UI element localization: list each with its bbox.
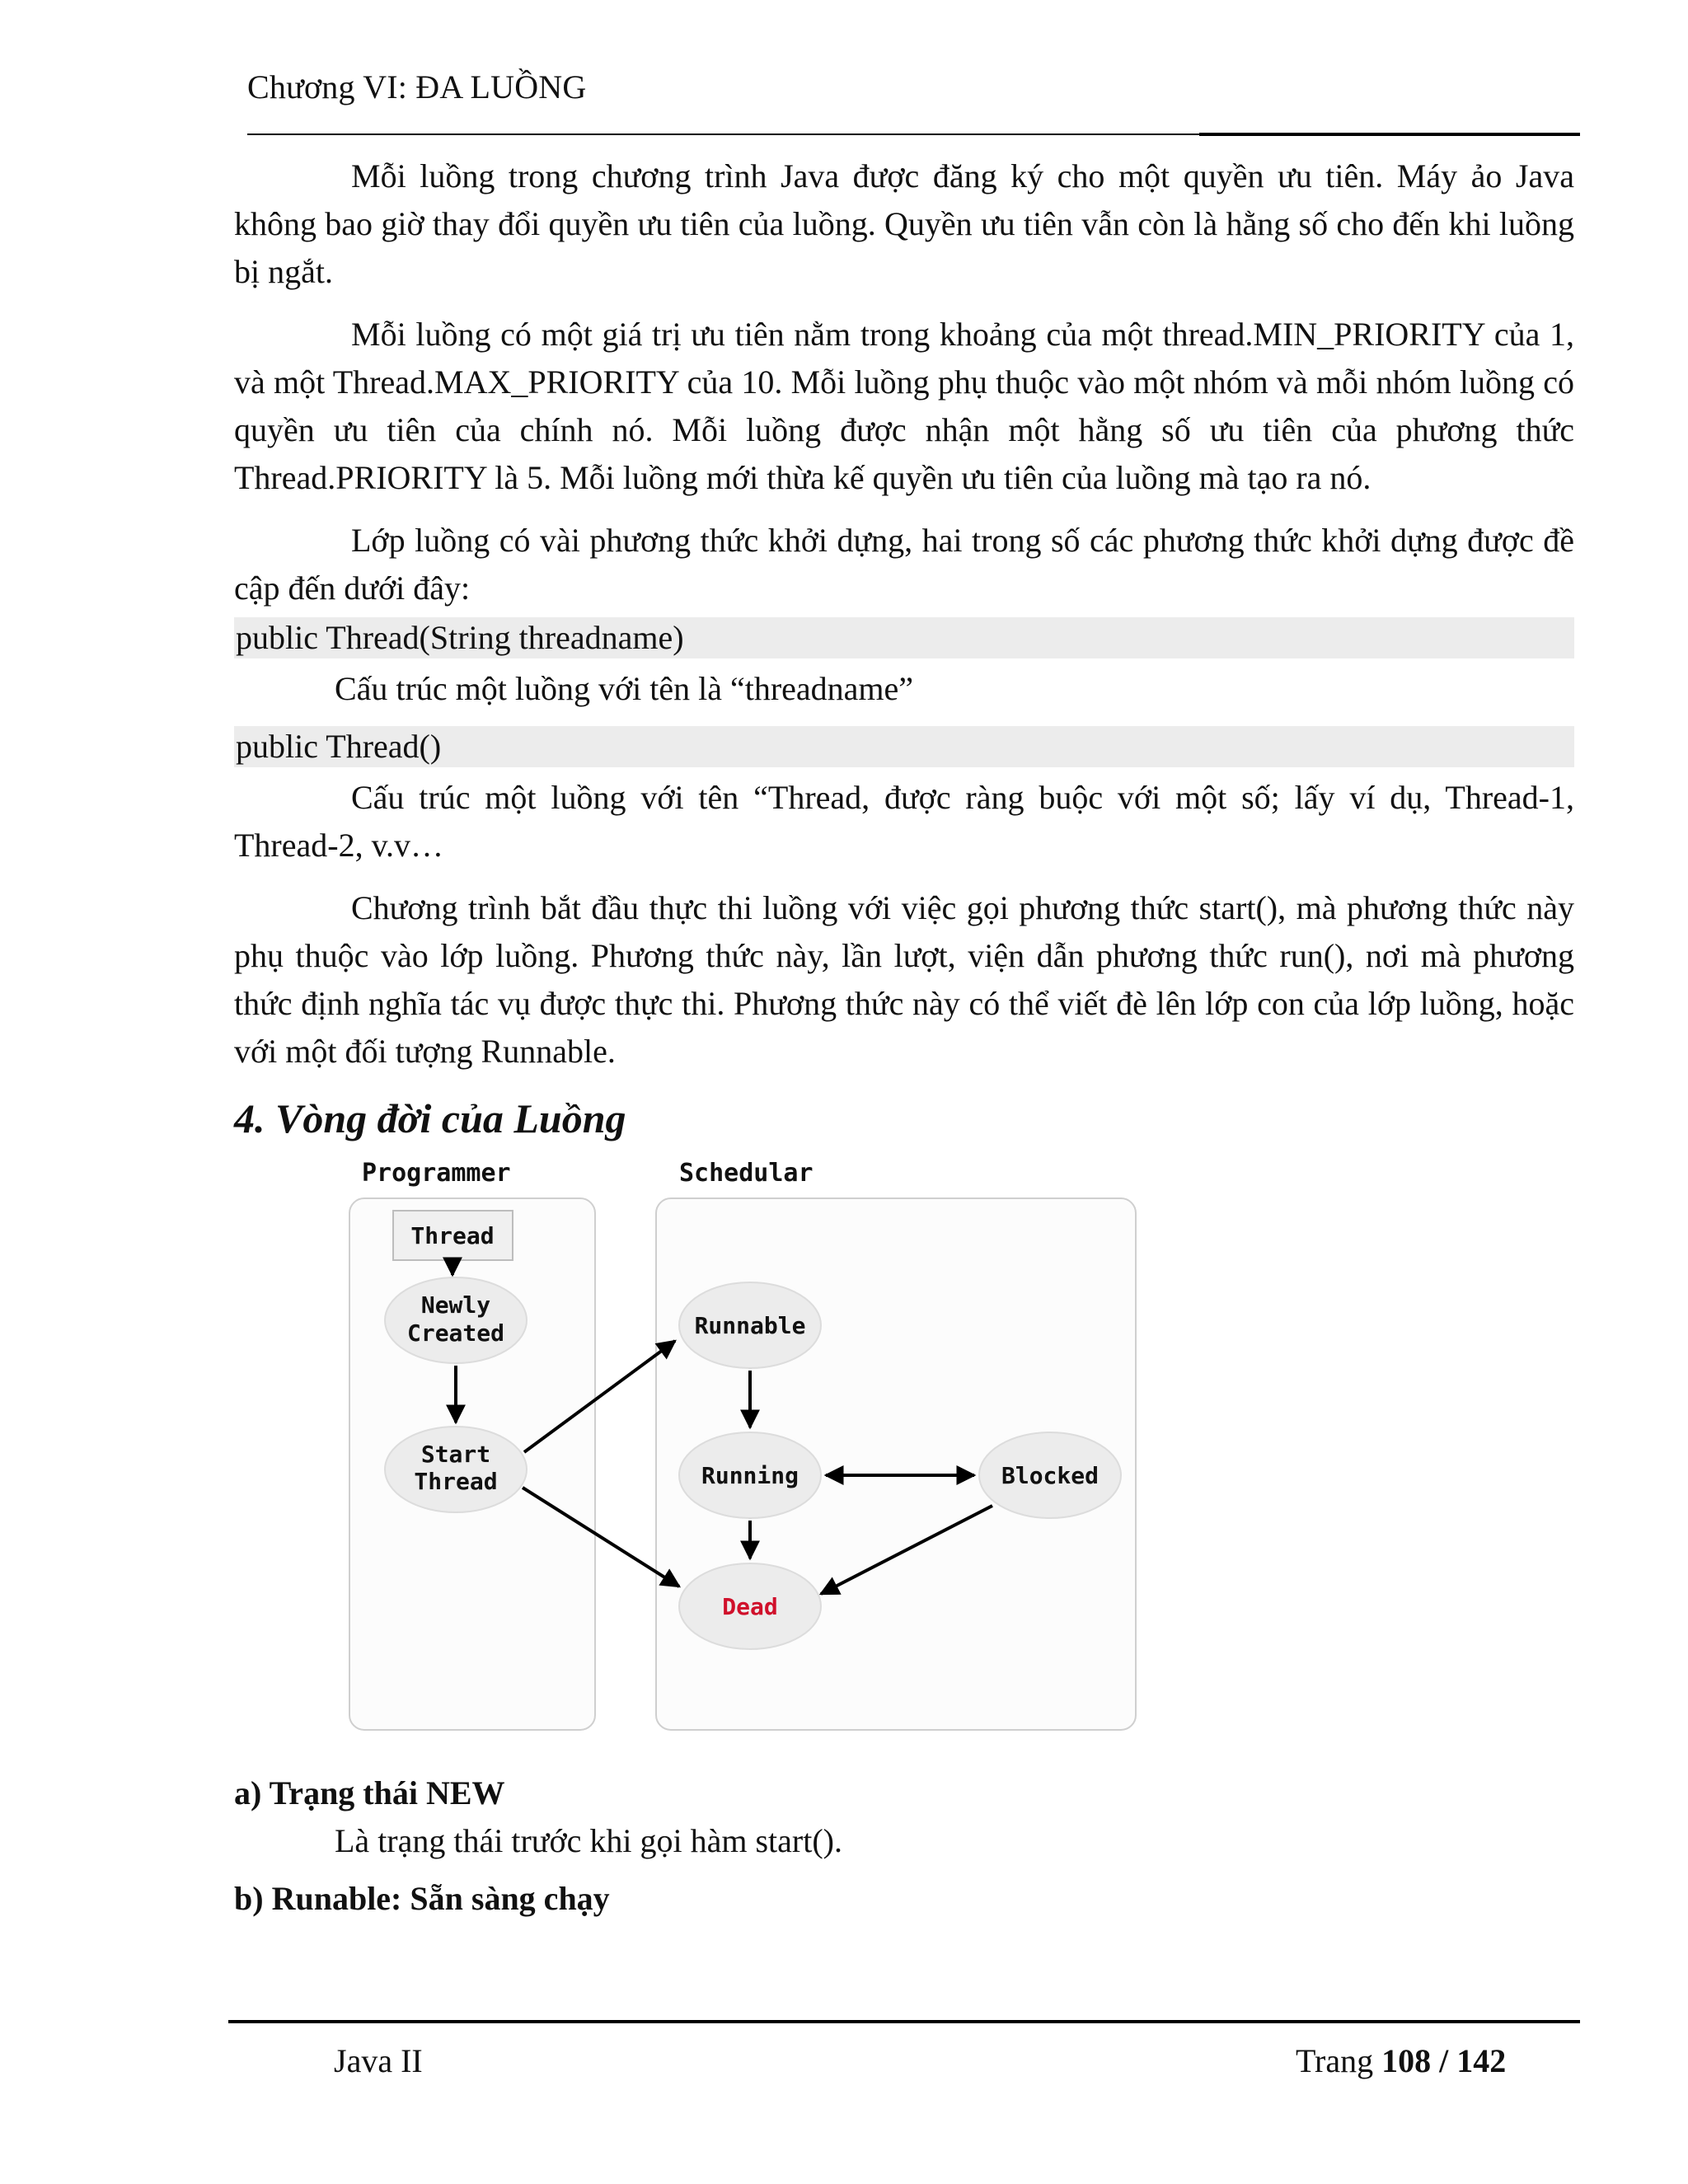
paragraph-priority-intro: Mỗi luồng trong chương trình Java được đăng ký cho một quyền ưu tiên. Máy ảo Java không bao giờ thay đổi quyền ưu tiên của luồng. Quyền ưu tiên vẫn còn là hằng số cho đến khi luồng bị ngắt.: [234, 157, 1574, 290]
running-label: Running: [701, 1462, 799, 1489]
paragraph-start-run: Chương trình bắt đầu thực thi luồng với việc gọi phương thức start(), mà phương thức này phụ thuộc vào lớp luồng. Phương thức này, lần lượt, viện dẫn phương thức run(), nơi mà phương thức định nghĩa tác vụ được thực thi. Phương thức này có thể viết đè lên lớp con của lớp luồng, hoặc với một đối tượng Runnable.: [234, 889, 1574, 1070]
thread-box-label: Thread: [410, 1222, 495, 1249]
runnable-label: Runnable: [694, 1312, 806, 1339]
blocked-label: Blocked: [1001, 1462, 1100, 1489]
paragraph-thread-default: Cấu trúc một luồng với tên “Thread, được ràng buộc với một số; lấy ví dụ, Thread-1, Thread-2, v.v…: [234, 779, 1574, 864]
lifecycle-svg: [234, 1143, 1574, 1769]
state-runnable-heading: b) Runable: Sẵn sàng chạy: [234, 1880, 610, 1917]
start-thread-line2: Thread: [414, 1468, 498, 1495]
programmer-label: Programmer: [362, 1159, 511, 1188]
section-title: 4. Vòng đời của Luồng: [234, 1095, 626, 1141]
page-prefix: Trang: [1296, 2042, 1374, 2079]
start-thread-line1: Start: [420, 1441, 491, 1468]
page-total: 142: [1456, 2042, 1507, 2079]
page-separator: /: [1439, 2042, 1449, 2079]
code-thread-default: public Thread(): [234, 726, 1574, 767]
page-current: 108: [1381, 2042, 1432, 2079]
state-new-heading: a) Trạng thái NEW: [234, 1774, 505, 1811]
paragraph-constructors: Lớp luồng có vài phương thức khởi dựng, hai trong số các phương thức khởi dựng được đề cập đến dưới đây:: [234, 522, 1574, 607]
newly-created-line1: Newly: [420, 1291, 491, 1319]
code-thread-named: public Thread(String threadname): [234, 617, 1574, 658]
schedular-label: Schedular: [679, 1159, 814, 1188]
desc-thread-named: Cấu trúc một luồng với tên là “threadname”: [335, 670, 914, 707]
page-content: [234, 152, 1574, 1923]
newly-created-line2: Created: [406, 1319, 505, 1347]
thread-lifecycle-diagram: [234, 1143, 1574, 1769]
paragraph-priority-range: Mỗi luồng có một giá trị ưu tiên nằm trong khoảng của một thread.MIN_PRIORITY của 1, và một Thread.MAX_PRIORITY của 10. Mỗi luồng phụ thuộc vào một nhóm và mỗi nhóm luồng có quyền ưu tiên của chính nó. Mỗi luồng được nhận một hằng số ưu tiên của phương thức Thread.PRIORITY là 5. Mỗi luồng mới thừa kế quyền ưu tiên của luồng mà tạo ra nó.: [234, 316, 1574, 496]
chapter-title: Chương VI: ĐA LUỒNG: [247, 68, 587, 105]
footer-course: Java II: [334, 2042, 423, 2079]
footer-rule: [228, 2020, 1580, 2023]
dead-label: Dead: [722, 1593, 778, 1620]
footer-page-number: [1296, 2041, 1506, 2080]
header-rule-accent: [1199, 133, 1580, 136]
state-new-desc: Là trạng thái trước khi gọi hàm start().: [335, 1822, 842, 1859]
